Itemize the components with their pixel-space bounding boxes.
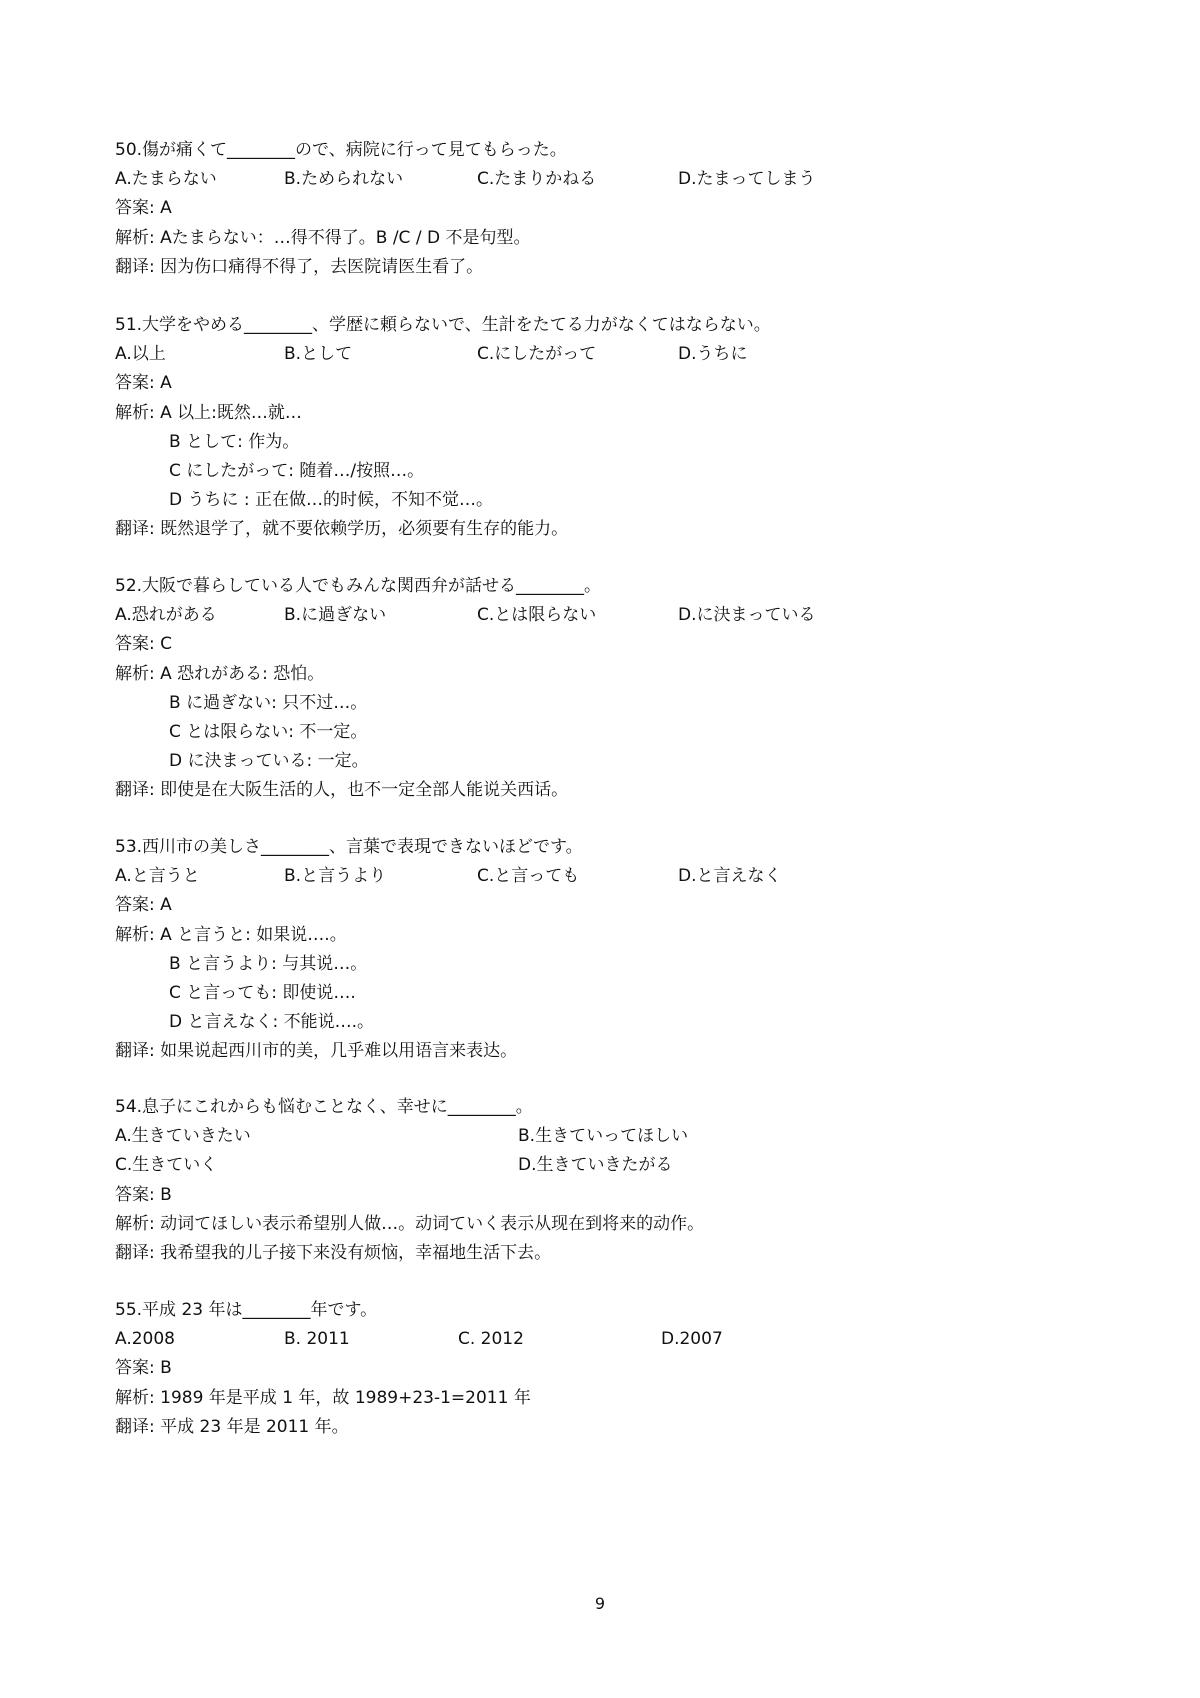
analysis-text: B として: 作为。 <box>169 432 300 452</box>
analysis-text: C と言っても: 即使说…. <box>169 983 356 1003</box>
analysis-text: 解析: 1989 年是平成 1 年，故 1989+23-1=2011 年 <box>115 1388 531 1408</box>
analysis-text: B に過ぎない: 只不过…。 <box>169 693 368 713</box>
analysis-text: 解析: A 以上:既然…就… <box>115 403 302 423</box>
option-a: A.と言うと <box>115 866 200 886</box>
analysis-text: C にしたがって: 随着…/按照…。 <box>169 461 425 481</box>
analysis-text: 解析: Aたまらない：…得不得了。B /C / D 不是句型。 <box>115 228 531 248</box>
analysis-text: C とは限らない: 不一定。 <box>169 722 368 742</box>
answer-text: 答案: C <box>115 634 173 654</box>
option-a: A.2008 <box>115 1329 175 1349</box>
option-b: B. 2011 <box>284 1329 350 1349</box>
option-d: D.生きていきたがる <box>518 1155 673 1175</box>
option-c: C.にしたがって <box>477 344 597 364</box>
option-c: C.生きていく <box>115 1155 218 1175</box>
option-d: D.うちに <box>678 344 748 364</box>
answer-text: 答案: B <box>115 1185 172 1205</box>
translation-text: 翻译: 既然退学了，就不要依赖学历，必须要有生存的能力。 <box>115 519 569 539</box>
option-b: B.ためられない <box>284 169 404 189</box>
option-d: D.2007 <box>661 1329 723 1349</box>
option-a: A.恐れがある <box>115 605 217 625</box>
analysis-text: 解析: A 恐れがある: 恐怕。 <box>115 664 325 684</box>
answer-text: 答案: A <box>115 895 172 915</box>
option-c: C.とは限らない <box>477 605 597 625</box>
option-b: B.生きていってほしい <box>518 1126 689 1146</box>
option-d: D.に決まっている <box>678 605 816 625</box>
translation-text: 翻译: 如果说起西川市的美，几乎难以用语言来表达。 <box>115 1041 518 1061</box>
translation-text: 翻译: 平成 23 年是 2011 年。 <box>115 1417 349 1437</box>
translation-text: 翻译: 因为伤口痛得不得了，去医院请医生看了。 <box>115 257 484 277</box>
question-text: 52.大阪で暮らしている人でもみんな関西弁が話せる________。 <box>115 576 602 596</box>
question-text: 54.息子にこれからも悩むことなく、幸せに________。 <box>115 1097 533 1117</box>
option-c: C.たまりかねる <box>477 169 597 189</box>
option-b: B.に過ぎない <box>284 605 387 625</box>
question-text: 53.西川市の美しさ________、言葉で表現できないほどです。 <box>115 837 583 857</box>
answer-text: 答案: B <box>115 1358 172 1378</box>
analysis-text: D うちに : 正在做…的时候，不知不觉…。 <box>169 490 494 510</box>
analysis-text: B と言うより: 与其说…。 <box>169 954 368 974</box>
option-c: C. 2012 <box>458 1329 524 1349</box>
option-a: A.生きていきたい <box>115 1126 251 1146</box>
answer-text: 答案: A <box>115 373 172 393</box>
page-number: 9 <box>594 1594 606 1613</box>
option-a: A.以上 <box>115 344 166 364</box>
option-d: D.たまってしまう <box>678 169 816 189</box>
analysis-text: 解析: 动词てほしい表示希望别人做…。动词ていく表示从现在到将来的动作。 <box>115 1214 705 1234</box>
option-c: C.と言っても <box>477 866 580 886</box>
answer-text: 答案: A <box>115 198 172 218</box>
question-text: 50.傷が痛くて________ので、病院に行って見てもらった。 <box>115 140 567 160</box>
analysis-text: D に決まっている: 一定。 <box>169 751 369 771</box>
analysis-text: 解析: A と言うと: 如果说….。 <box>115 925 347 945</box>
translation-text: 翻译: 我希望我的儿子接下来没有烦恼，幸福地生活下去。 <box>115 1243 552 1263</box>
option-a: A.たまらない <box>115 169 217 189</box>
option-b: B.として <box>284 344 353 364</box>
option-b: B.と言うより <box>284 866 387 886</box>
analysis-text: D と言えなく: 不能说….。 <box>169 1012 375 1032</box>
question-text: 51.大学をやめる________、学歴に頼らないで、生計をたてる力がなくてはならない。 <box>115 315 771 335</box>
option-d: D.と言えなく <box>678 866 782 886</box>
question-text: 55.平成 23 年は________年です。 <box>115 1300 378 1320</box>
translation-text: 翻译: 即使是在大阪生活的人，也不一定全部人能说关西话。 <box>115 780 569 800</box>
